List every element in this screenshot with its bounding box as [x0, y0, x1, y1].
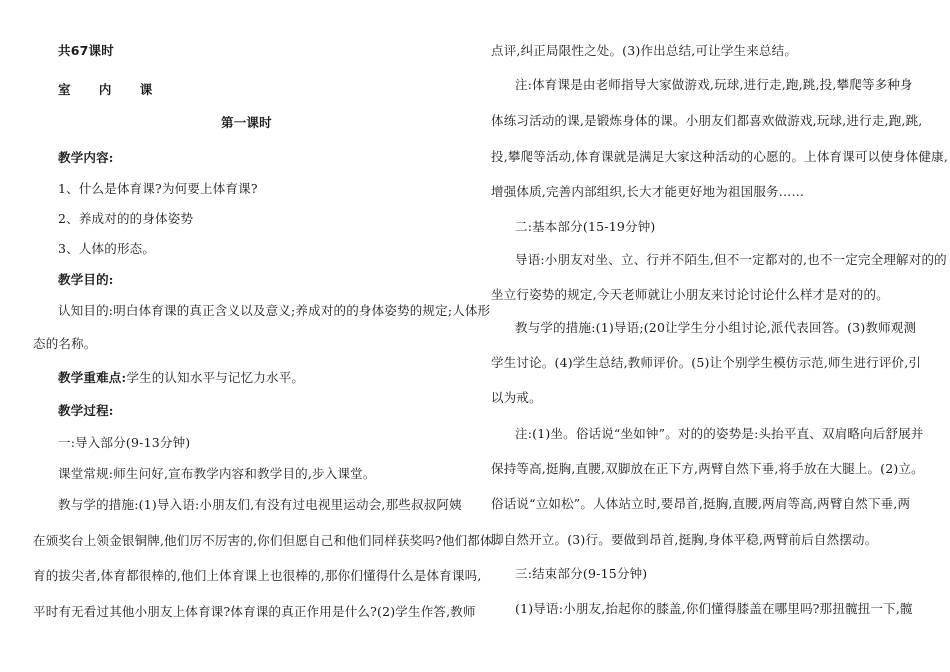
- guide-text: 坐立行姿势的规定,今天老师就让小朋友来讨论讨论什么样才是对的的。: [491, 287, 889, 302]
- content-item: 2、养成对的的身体姿势: [58, 211, 194, 226]
- continued-text: 点评,纠正局限性之处。(3)作出总结,可让学生来总结。: [491, 43, 798, 58]
- section-title: 室 内 课: [58, 82, 165, 97]
- lesson-title: 第一课时: [221, 115, 272, 130]
- part3-title: 三:结束部分(9-15分钟): [515, 566, 648, 581]
- part1-title: 一:导入部分(9-13分钟): [58, 435, 191, 450]
- goal-text: 态的名称。: [33, 336, 97, 351]
- measures2-text: 学生讨论。(4)学生总结,教师评价。(5)让个别学生模仿示范,师生进行评价,引: [491, 355, 922, 370]
- measures-text: 教与学的措施:(1)导入语:小朋友们,有没有过电视里运动会,那些叔叔阿姨: [58, 497, 462, 512]
- measures-text: 平时有无看过其他小朋友上体育课?体育课的真正作用是什么?(2)学生作答,教师: [33, 604, 476, 619]
- measures-text: 在颁奖台上领金银铜牌,他们厉不厉害的,你们但愿自己和他们同样获奖吗?他们都体: [33, 533, 493, 548]
- keypoint-label: 教学重难点:: [58, 370, 127, 385]
- posture-note: 注:(1)坐。俗话说“坐如钟”。对的的姿势是:头抬平直、双肩略向后舒展并: [515, 426, 924, 441]
- keypoint-line: [58, 370, 304, 386]
- posture-note: 保持等高,挺胸,直腰,双脚放在正下方,两臂自然下垂,将手放在大腿上。(2)立。: [491, 461, 924, 476]
- part2-title: 二:基本部分(15-19分钟): [515, 219, 656, 234]
- process-heading: 教学过程:: [58, 403, 114, 418]
- content-heading: 教学内容:: [58, 150, 114, 165]
- content-item: 3、人体的形态。: [58, 241, 156, 256]
- routine-text: 课堂常规:师生问好,宣布教学内容和教学目的,步入课堂。: [58, 466, 376, 481]
- measures2-text: 教与学的措施:(1)导语;(20让学生分小组讨论,派代表回答。(3)教师观测: [515, 320, 917, 335]
- content-item: 1、什么是体育课?为何要上体育课?: [58, 181, 258, 196]
- ending-text: (1)导语:小朋友,抬起你的膝盖,你们懂得膝盖在哪里吗?那扭髋扭一下,髋: [515, 601, 913, 616]
- note-text: 注:体育课是由老师指导大家做游戏,玩球,进行走,跑,跳,投,攀爬等多种身: [515, 77, 913, 92]
- note-text: 体练习活动的课,是锻炼身体的课。小朋友们都喜欢做游戏,玩球,进行走,跑,跳,: [491, 113, 923, 128]
- measures2-text: 以为戒。: [491, 390, 542, 405]
- right-column: [475, 0, 950, 672]
- goal-heading: 教学目的:: [58, 272, 114, 287]
- measures-text: 育的拔尖者,体育都很棒的,他们上体育课上也很棒的,那你们懂得什么是体育课吗,: [33, 568, 482, 583]
- total-hours: 共67课时: [58, 43, 114, 58]
- note-text: 投,攀爬等活动,体育课就是满足大家这种活动的心愿的。上体育课可以使身体健康,: [491, 149, 949, 164]
- posture-note: 脚自然开立。(3)行。要做到昂首,挺胸,身体平稳,两臂前后自然摆动。: [491, 532, 878, 547]
- goal-text: 认知目的:明白体育课的真正含义以及意义;养成对的的身体姿势的规定;人体形: [58, 303, 491, 318]
- keypoint-text: 学生的认知水平与记忆力水平。: [126, 370, 305, 385]
- guide-text: 导语:小朋友对坐、立、行并不陌生,但不一定都对的,也不一定完全理解对的的: [515, 252, 947, 267]
- posture-note: 俗话说“立如松”。人体站立时,要昂首,挺胸,直腰,两肩等高,两臂自然下垂,两: [491, 496, 911, 511]
- note-text: 增强体质,完善内部组织,长大才能更好地为祖国服务……: [491, 184, 805, 199]
